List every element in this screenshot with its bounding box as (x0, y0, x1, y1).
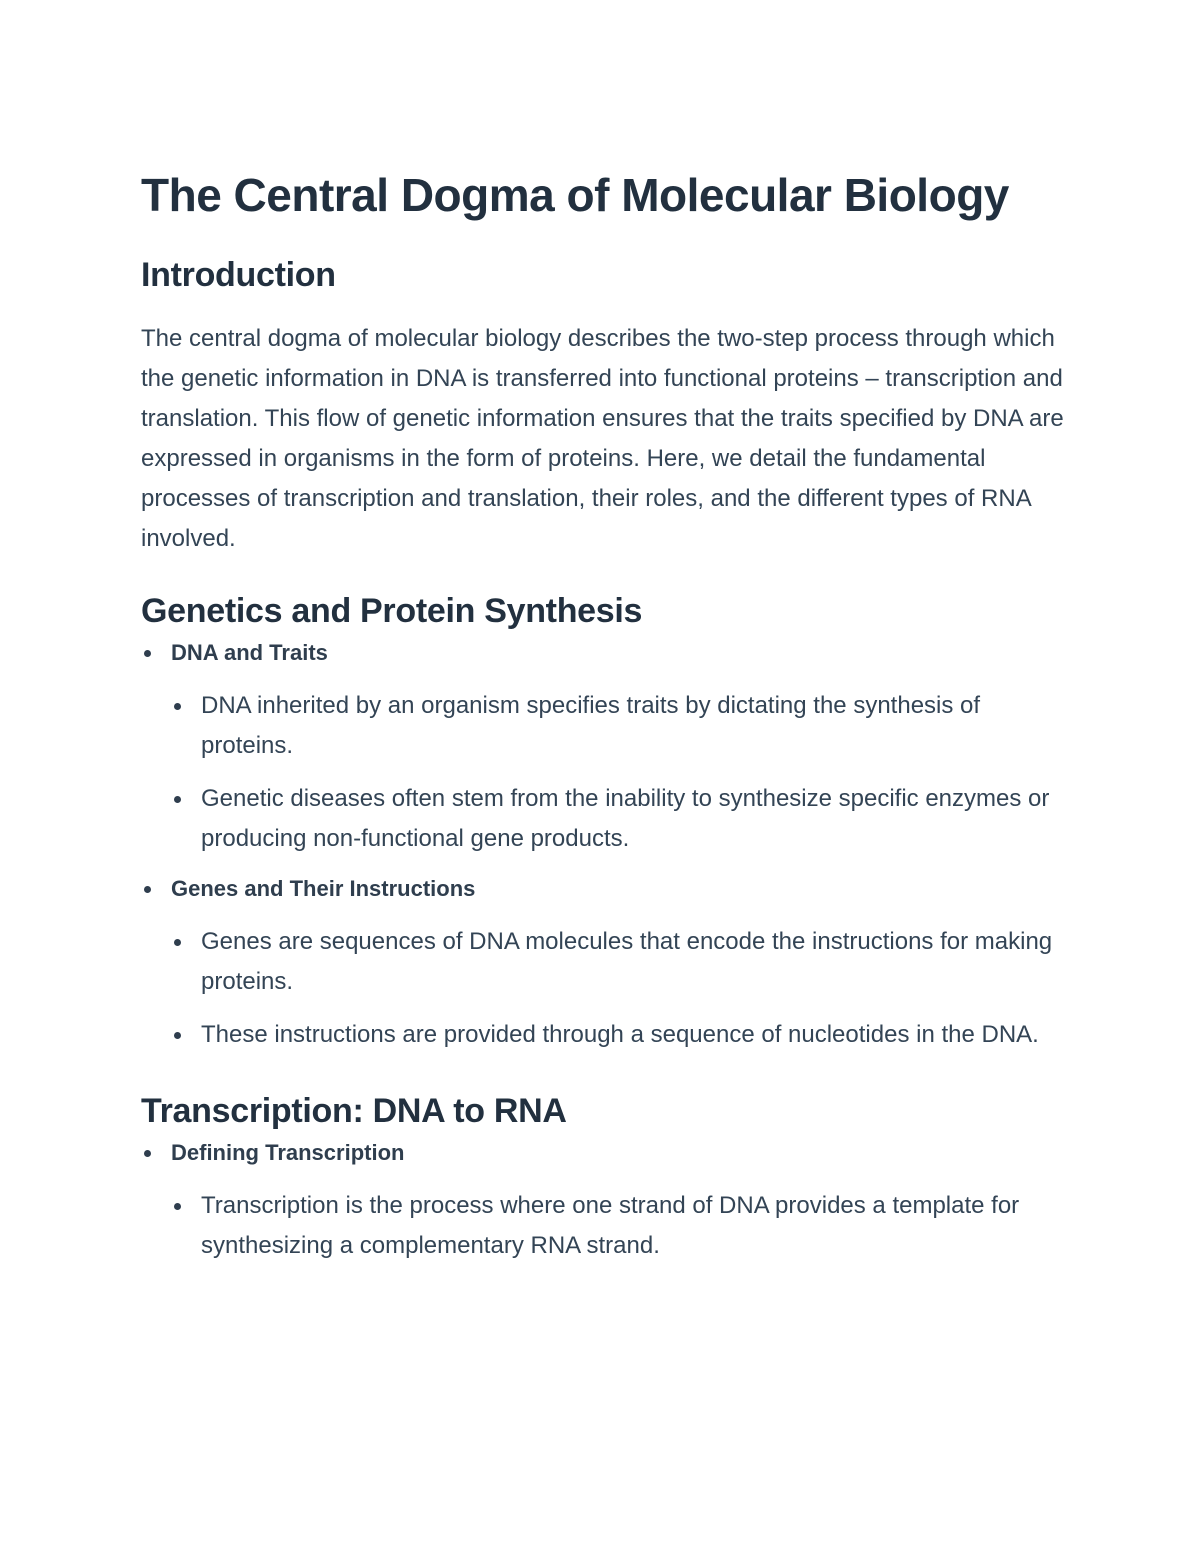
genetics-list (141, 633, 1066, 1055)
sub-list-item: DNA inherited by an organism specifies traits by dictating the synthesis of proteins. (171, 686, 1066, 766)
sub-list-item: Transcription is the process where one strand of DNA provides a template for synthesizing a complementary RNA strand. (171, 1186, 1066, 1266)
transcription-list (141, 1133, 1066, 1266)
list-item-title: DNA and Traits (171, 640, 328, 665)
list-item (141, 633, 1066, 859)
section-heading-introduction: Introduction (141, 256, 336, 294)
document-page (141, 165, 1066, 1266)
sub-list (171, 922, 1066, 1055)
sub-list-item: Genetic diseases often stem from the inability to synthesize specific enzymes or producing non-functional gene products. (171, 779, 1066, 859)
list-item (141, 869, 1066, 1055)
list-item-title: Defining Transcription (171, 1140, 405, 1165)
list-item (141, 1133, 1066, 1266)
sub-list (171, 1186, 1066, 1266)
section-heading-genetics: Genetics and Protein Synthesis (141, 592, 643, 630)
sub-list-item: Genes are sequences of DNA molecules that encode the instructions for making proteins. (171, 922, 1066, 1002)
sub-list-item: These instructions are provided through a sequence of nucleotides in the DNA. (171, 1015, 1066, 1055)
list-item-title: Genes and Their Instructions (171, 876, 476, 901)
section-heading-transcription: Transcription: DNA to RNA (141, 1092, 567, 1130)
sub-list (171, 686, 1066, 859)
document-title: The Central Dogma of Molecular Biology (141, 169, 1009, 221)
introduction-paragraph: The central dogma of molecular biology describes the two-step process through which the genetic information in DNA is transferred into functional proteins – transcription and translation. This flow of genetic information ensures that the traits specified by DNA are expressed in organisms in the form of proteins. Here, we detail the fundamental processes of transcription and translation, their roles, and the different types of RNA involved. (141, 325, 1064, 552)
